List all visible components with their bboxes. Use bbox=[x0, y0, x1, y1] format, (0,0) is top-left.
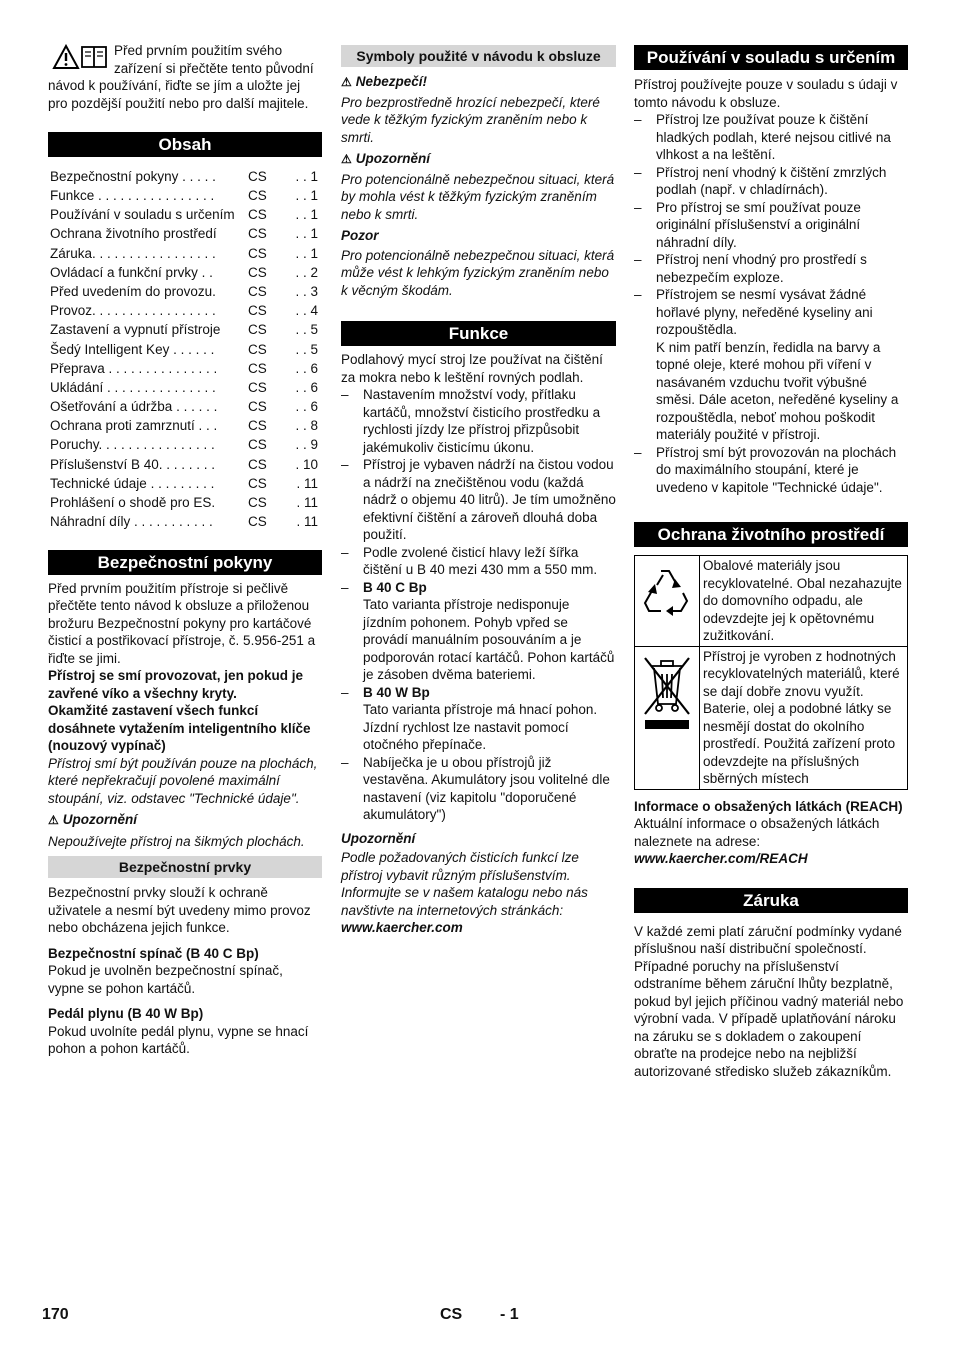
toc-lang: CS bbox=[248, 322, 267, 338]
toc-lang: CS bbox=[248, 475, 267, 491]
recycle-text: Obalové materiály jsou recyklovatelné. Obal nezahazujte do domovního odpadu, ale odevzdejte jej k opětovnému zužitkování. bbox=[700, 556, 908, 647]
page-number: 170 bbox=[42, 1306, 69, 1323]
variant-w-title: – B 40 W Bp bbox=[363, 684, 430, 700]
toc-row bbox=[48, 186, 320, 205]
variant-w-text: Tato varianta přístroje má hnací pohon. Jízdní rychlost lze nastavit pomocí otočného přepínače. bbox=[363, 702, 598, 752]
crossed-bin-icon bbox=[639, 652, 695, 736]
safety-switch-title: Bezpečnostní spínač (B 40 C Bp) bbox=[48, 945, 259, 961]
intended-extra: K nim patří benzín, ředidla na barvy a topné oleje, které mohou při víření v nasávaném vzduchu tvořit výbušné směsi. Dále aceton, neředěné kyseliny a rozpouštědla, neboť mohou poškodit materiály použité v přístroji. bbox=[656, 339, 899, 442]
toc-label: Šedý Intelligent Key . . . . . . bbox=[50, 341, 215, 357]
toc-page: . . 6 bbox=[295, 399, 318, 415]
toc-row bbox=[48, 205, 320, 224]
toc-page: . 10 bbox=[295, 456, 318, 472]
safety-warning-label: ⚠ Upozornění bbox=[48, 812, 138, 828]
warranty-text: V každé zemi platí záruční podmínky vydané příslušnou naší distribuční společností. Případné poruchy na příslušenství odstraníme během záruční lhůty bezplatně, pokud byl jejich příčinou vadný materiál nebo výrobní vada. V případě uplatňování nároku na záruku se s dokladem o zakoupení obraťte na prodejce nebo na nejbližší autorizované středisko služeb zákazníkům. bbox=[634, 923, 904, 1079]
reach-text: Aktuální informace o obsažených látkách naleznete na adrese: bbox=[634, 816, 880, 849]
list-item: – Přístroj není vhodný pro prostředí s nebezpečím exploze. bbox=[634, 251, 908, 286]
toc-lang: CS bbox=[248, 418, 267, 434]
toc-row bbox=[48, 474, 320, 493]
toc-row bbox=[48, 340, 320, 359]
toc-row bbox=[48, 244, 320, 263]
toc-page: . . 5 bbox=[295, 322, 318, 338]
toc-lang: CS bbox=[248, 168, 267, 184]
toc-row bbox=[48, 416, 320, 435]
toc-label: Ochrana životního prostředí bbox=[50, 226, 217, 242]
toc-page: . . 1 bbox=[295, 168, 318, 184]
warranty-heading: Záruka bbox=[634, 888, 908, 913]
list-item: – Přístroj lze používat pouze k čištění hladkých podlah, které nejsou citlivé na vlhkost a na leštění. bbox=[634, 111, 908, 164]
warning-triangle-icon: ⚠ bbox=[341, 75, 352, 89]
list-item: – Přístroj není vhodný k čištění zmrzlých podlah (např. v chladírnách). bbox=[634, 164, 908, 199]
toc-lang: CS bbox=[248, 207, 267, 223]
toc-page: . . 4 bbox=[295, 303, 318, 319]
toc-lang: CS bbox=[248, 303, 267, 319]
list-item: – Podle zvolené čisticí hlavy leží šířka čištění u B 40 mezi 430 mm a 550 mm. bbox=[341, 544, 616, 579]
toc-lang: CS bbox=[248, 360, 267, 376]
toc-lang: CS bbox=[248, 399, 267, 415]
toc-lang: CS bbox=[248, 456, 267, 472]
safety-pedal-title: Pedál plynu (B 40 W Bp) bbox=[48, 1006, 204, 1022]
environment-heading: Ochrana životního prostředí bbox=[634, 522, 908, 547]
function-intro: Podlahový mycí stroj lze používat na čištění za mokra nebo k leštění rovných podlah. bbox=[341, 352, 603, 385]
toc-row bbox=[48, 436, 320, 455]
function-list bbox=[341, 386, 616, 824]
warning-triangle-icon bbox=[52, 44, 80, 70]
safety-paragraph: Před prvním použitím přístroje si pečlivě přečtěte tento návod k obsluze a přiloženou brožuru Bezpečnostní pokyny pro kartáčové čisticí a postřikovací přístroje, č. 5.956-251 a řiďte se jimi. bbox=[48, 580, 316, 666]
list-item: – Pro přístroj se smí používat pouze originální příslušenství a originální náhradní díly. bbox=[634, 199, 908, 252]
toc-lang: CS bbox=[248, 264, 267, 280]
toc-row bbox=[48, 167, 320, 186]
warning-triangle-icon: ⚠ bbox=[341, 152, 352, 166]
toc-label: Používání v souladu s určením bbox=[50, 207, 235, 223]
toc-lang: CS bbox=[248, 188, 267, 204]
toc-page: . . 6 bbox=[295, 360, 318, 376]
list-item: – Přístroj smí být provozován na plochách do maximálního stoupání, které je uvedeno v kapitole "Technické údaje". bbox=[634, 444, 908, 497]
toc-row bbox=[48, 397, 320, 416]
list-item: – Nastavením množství vody, přítlaku kartáčů, množství čisticího prostředku a rychlosti jízdy lze přístroj přizpůsobit jakémukoliv čisticímu úkonu. bbox=[341, 386, 616, 456]
intended-list bbox=[634, 111, 908, 496]
toc-row bbox=[48, 282, 320, 301]
toc-page: . . 1 bbox=[295, 226, 318, 242]
toc-page: . . 1 bbox=[295, 207, 318, 223]
safety-pedal-text: Pokud uvolníte pedál plynu, vypne se hnací pohon a pohon kartáčů. bbox=[48, 1023, 309, 1057]
toc-label: Ošetřování a údržba . . . . . . bbox=[50, 399, 218, 415]
toc-row bbox=[48, 455, 320, 474]
footer-subpage: - 1 bbox=[500, 1306, 519, 1323]
toc-row bbox=[48, 359, 320, 378]
toc-row bbox=[48, 263, 320, 282]
toc-label: Zastavení a vypnutí přístroje bbox=[50, 322, 221, 338]
toc-label: Náhradní díly . . . . . . . . . . . bbox=[50, 514, 213, 530]
toc-heading: Obsah bbox=[48, 132, 322, 157]
toc-label: Příslušenství B 40. . . . . . . . bbox=[50, 456, 216, 472]
warning-manual-icons bbox=[48, 42, 110, 74]
warning-triangle-icon: ⚠ bbox=[48, 813, 59, 828]
footer-lang: CS bbox=[440, 1306, 463, 1323]
environment-table bbox=[634, 555, 908, 790]
toc-page: . . 8 bbox=[295, 418, 318, 434]
toc-label: Prohlášení o shodě pro ES. bbox=[50, 495, 216, 511]
list-item bbox=[341, 684, 616, 754]
toc-label: Před uvedením do provozu. bbox=[50, 283, 216, 299]
toc-row bbox=[48, 378, 320, 397]
toc-label: Záruka. . . . . . . . . . . . . . . . . bbox=[50, 245, 216, 261]
symbols-warning-text: Pro potencionálně nebezpečnou situaci, která by mohla vést k těžkým fyzickým zraněním nebo k smrti. bbox=[341, 171, 615, 222]
caution-text: Pro potencionálně nebezpečnou situaci, která může vést k lehkým fyzickým zraněním nebo k věcným škodám. bbox=[341, 247, 615, 298]
function-note-text: Podle požadovaných čisticích funkcí lze přístroj vybavit různým příslušenstvím. Informujte se v našem katalogu nebo nás navštivte na internetových stránkách: bbox=[341, 850, 588, 918]
toc-row bbox=[48, 512, 320, 531]
column-middle bbox=[341, 45, 616, 937]
function-heading: Funkce bbox=[341, 321, 616, 346]
toc-row bbox=[48, 301, 320, 320]
toc-page: . 11 bbox=[296, 475, 318, 491]
safety-devices-heading: Bezpečnostní prvky bbox=[48, 856, 322, 878]
toc-label: Ukládání . . . . . . . . . . . . . . . bbox=[50, 379, 216, 395]
intended-use-heading: Používání v souladu s určením bbox=[634, 45, 908, 70]
toc-label: Technické údaje . . . . . . . . . bbox=[50, 475, 215, 491]
toc-lang: CS bbox=[248, 379, 267, 395]
safety-heading: Bezpečnostní pokyny bbox=[48, 550, 322, 575]
toc-page: . . 3 bbox=[295, 283, 318, 299]
toc-page: . . 5 bbox=[295, 341, 318, 357]
toc-page: . . 6 bbox=[295, 379, 318, 395]
symbols-heading: Symboly použité v návodu k obsluze bbox=[341, 45, 616, 67]
column-left bbox=[48, 42, 322, 1058]
function-note-label: Upozornění bbox=[341, 830, 416, 846]
manual-book-icon bbox=[80, 44, 108, 70]
reach-title: Informace o obsažených látkách (REACH) bbox=[634, 798, 903, 814]
toc-label: Funkce . . . . . . . . . . . . . . . . bbox=[50, 188, 215, 204]
list-item: – Přístroj je vybaven nádrží na čistou vodou a nádrží na znečištěnou vodu (každá nádrž o objemu 40 litrů). Je tím umožněno efektivní čištění a zároveň dlouhá doba použití. bbox=[341, 456, 616, 544]
safety-emergency-stop: Okamžité zastavení všech funkcí dosáhnete vytažením inteligentního klíče (nouzový vypínač) bbox=[48, 703, 311, 754]
column-right bbox=[634, 45, 908, 1080]
intro-block bbox=[48, 42, 322, 112]
bin-text: Přístroj je vyroben z hodnotných recyklovatelných materiálů, které se dají dobře znovu využít. Baterie, olej a podobné látky se nesmějí dostat do okolního prostředí. Použitá zařízení proto odevzdejte na příslušných sběrných místech bbox=[700, 646, 908, 789]
list-item: – Nabíječka je u obou přístrojů již vestavěna. Akumulátory jsou volitelné dle nastavení (viz kapitolu "doporučené akumulátory") bbox=[341, 754, 616, 824]
safety-warning-text: Nepoužívejte přístroj na šikmých plochách. bbox=[48, 833, 305, 849]
danger-label: ⚠ Nebezpečí! bbox=[341, 74, 428, 89]
variant-c-text: Tato varianta přístroje nedisponuje jízdním pohonem. Pohyb vpřed se provádí manuálním posouváním a je podporován rotací kartáčů. Pohon kartáčů je zásoben dvěma bateriemi. bbox=[363, 597, 615, 682]
intended-intro: Přístroj používejte pouze v souladu s údaji v tomto návodu k obsluze. bbox=[634, 77, 898, 110]
toc-page: . . 1 bbox=[295, 188, 318, 204]
toc-page: . . 9 bbox=[295, 437, 318, 453]
toc-row bbox=[48, 225, 320, 244]
toc-label: Provoz. . . . . . . . . . . . . . . . . bbox=[50, 303, 216, 319]
toc-label: Bezpečnostní pokyny . . . . . bbox=[50, 168, 216, 184]
function-note-url: www.kaercher.com bbox=[341, 920, 463, 935]
safety-lid-note: Přístroj se smí provozovat, jen pokud je zavřené víko a všechny kryty. bbox=[48, 668, 304, 701]
toc-lang: CS bbox=[248, 283, 267, 299]
toc-lang: CS bbox=[248, 226, 267, 242]
variant-c-title: – B 40 C Bp bbox=[363, 579, 427, 595]
toc-page: . . 1 bbox=[295, 245, 318, 261]
symbols-warning-label: ⚠ Upozornění bbox=[341, 151, 431, 166]
recycling-icon bbox=[639, 563, 695, 623]
list-item bbox=[341, 579, 616, 684]
toc-lang: CS bbox=[248, 495, 267, 511]
intro-text: Před prvním použitím svého zařízení si přečtěte tento původní návod k používání, řiďte se jím a uložte jej pro pozdější použití nebo pro další majitele. bbox=[48, 43, 314, 111]
toc-row bbox=[48, 493, 320, 512]
toc-page: . . 2 bbox=[295, 264, 318, 280]
toc-row bbox=[48, 321, 320, 340]
toc-table bbox=[48, 167, 320, 532]
toc-lang: CS bbox=[248, 245, 267, 261]
toc-label: Ovládací a funkční prvky . . bbox=[50, 264, 213, 280]
toc-label: Přeprava . . . . . . . . . . . . . . . bbox=[50, 360, 218, 376]
safety-devices-text: Bezpečnostní prvky slouží k ochraně uživatele a nesmí být uvedeny mimo provoz nebo obcházena jejich funkce. bbox=[48, 885, 311, 936]
safety-switch-text: Pokud je uvolněn bezpečnostní spínač, vypne se pohon kartáčů. bbox=[48, 963, 283, 996]
list-item: – Přístrojem se nesmí vysávat žádné hořlavé plyny, neředěné kyseliny ani rozpouštědla. K nim patří benzín, ředidla na barvy a topné oleje, které mohou při víření v nasávaném vzduchu tvořit výbušné směsi. Dále aceton, neředěné kyseliny a rozpouštědla, neboť mohou poškodit materiály použité v přístroji. bbox=[634, 286, 908, 444]
reach-url: www.kaercher.com/REACH bbox=[634, 851, 808, 866]
caution-label: Pozor bbox=[341, 228, 379, 243]
danger-text: Pro bezprostředně hrozící nebezpečí, které vede k těžkým fyzickým zraněním nebo k smrti. bbox=[341, 94, 600, 145]
toc-lang: CS bbox=[248, 514, 267, 530]
safety-slope-note: Přístroj smí být používán pouze na plochách, které nepřekračují povolené maximální stoupání, viz. odstavec "Technické údaje". bbox=[48, 755, 318, 806]
toc-label: Poruchy. . . . . . . . . . . . . . . . bbox=[50, 437, 215, 453]
toc-page: . 11 bbox=[296, 514, 318, 530]
toc-lang: CS bbox=[248, 437, 267, 453]
toc-page: . 11 bbox=[296, 495, 318, 511]
toc-label: Ochrana proti zamrznutí . . . bbox=[50, 418, 218, 434]
toc-lang: CS bbox=[248, 341, 267, 357]
